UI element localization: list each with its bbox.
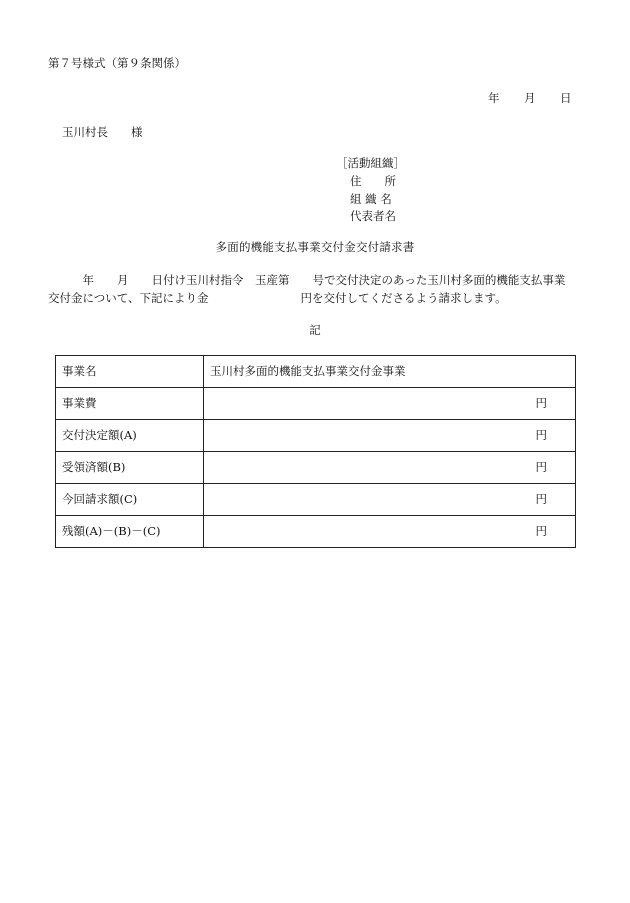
row-label: 残額(A)－(B)－(C) <box>56 516 204 548</box>
document-title: 多面的機能支払事業交付金交付請求書 <box>215 240 415 254</box>
organization-name-label: 組 織 名 <box>350 192 392 206</box>
table-row <box>56 452 576 484</box>
table-row <box>56 484 576 516</box>
amount-cell: 円 <box>204 452 576 484</box>
ki-marker: 記 <box>309 323 321 337</box>
row-label: 交付決定額(A) <box>56 420 204 452</box>
body-text-line-1: 年 月 日付け玉川村指令 玉産第 号で交付決定のあった玉川村多面的機能支払事業 <box>48 273 566 287</box>
date-day: 日 <box>560 91 572 105</box>
row-label: 今回請求額(C) <box>56 484 204 516</box>
table-row <box>56 388 576 420</box>
table-row <box>56 420 576 452</box>
organization-header: ［活動組織］ <box>336 156 405 170</box>
amount-cell: 円 <box>204 420 576 452</box>
body-text-line-2: 交付金について、下記により金 円を交付してくださるよう請求します。 <box>48 291 507 305</box>
table-row <box>56 516 576 548</box>
organization-address-label: 住 所 <box>350 174 396 188</box>
amount-cell: 円 <box>204 516 576 548</box>
row-label: 受領済額(B) <box>56 452 204 484</box>
row-label: 事業費 <box>56 388 204 420</box>
project-name-label: 事業名 <box>56 356 204 388</box>
project-name-value: 玉川村多面的機能支払事業交付金事業 <box>204 356 576 388</box>
amount-cell: 円 <box>204 388 576 420</box>
form-number: 第７号様式（第９条関係） <box>48 56 186 70</box>
amount-cell: 円 <box>204 484 576 516</box>
organization-representative-label: 代表者名 <box>350 209 396 223</box>
date-month: 月 <box>524 91 536 105</box>
addressee: 玉川村長 様 <box>62 125 143 139</box>
table-row <box>56 356 576 388</box>
date-year: 年 <box>488 91 500 105</box>
request-summary-table <box>55 355 576 548</box>
